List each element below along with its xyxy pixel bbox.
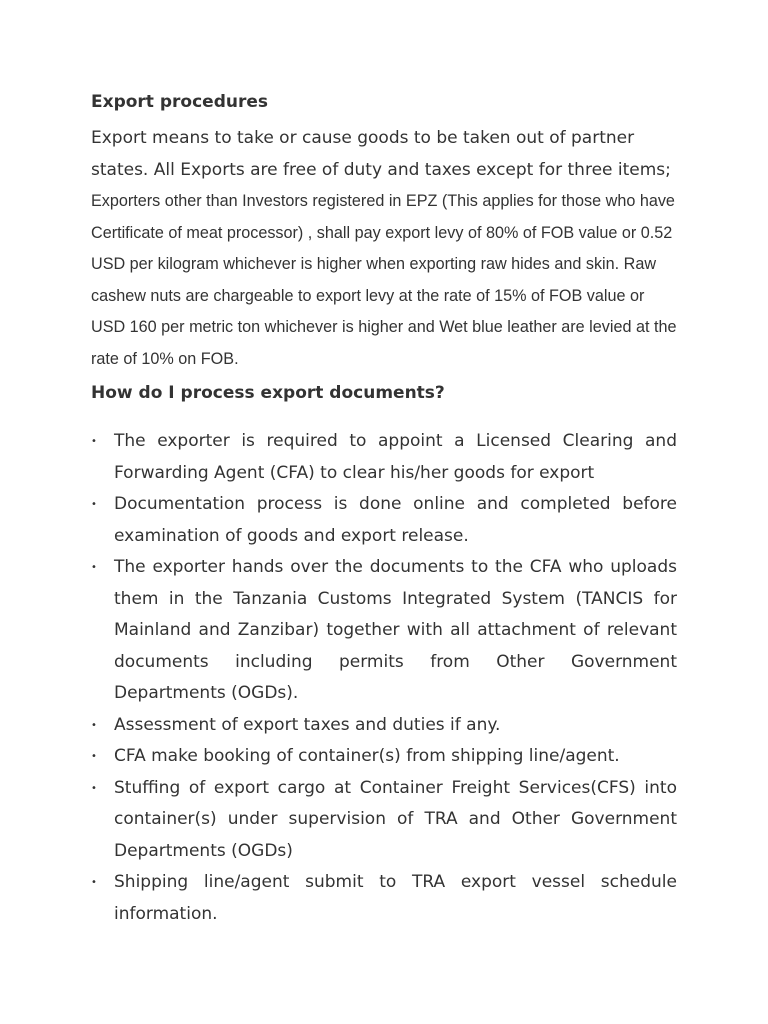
export-steps-list: [91, 426, 677, 930]
bullet-icon: •: [91, 499, 97, 510]
process-documents-heading: How do I process export documents?: [91, 383, 445, 403]
export-procedures-heading: Export procedures: [91, 92, 268, 112]
list-item: [91, 867, 677, 930]
export-intro-text-part2: Exporters other than Investors registered in EPZ (This applies for those who have Certificate of meat processor) , shall pay export levy of 80% of FOB value or 0.52 USD per kilogram whichever is higher when exporting raw hides and skin. Raw cashew nuts are chargeable to export levy at the rate of 15% of FOB value or USD 160 per metric ton whichever is higher and Wet blue leather are levied at the rate of 10% on FOB.: [91, 192, 677, 368]
list-item-text: The exporter is required to appoint a Licensed Clearing and Forwarding Agent (CFA) to clear his/her goods for export: [114, 431, 677, 483]
list-item-text: The exporter hands over the documents to the CFA who uploads them in the Tanzania Customs Integrated System (TANCIS for Mainland and Zanzibar) together with all attachment of relevant documents including permits from Other Government Departments (OGDs).: [114, 557, 677, 703]
list-item-text: Shipping line/agent submit to TRA export vessel schedule information.: [114, 872, 677, 924]
bullet-icon: •: [91, 751, 97, 762]
list-item: [91, 552, 677, 710]
list-item-text: Stuffing of export cargo at Container Freight Services(CFS) into container(s) under supervision of TRA and Other Government Departments (OGDs): [114, 777, 677, 861]
list-item-text: CFA make booking of container(s) from shipping line/agent.: [114, 746, 620, 766]
list-item-text: Documentation process is done online and completed before examination of goods and export release.: [114, 494, 677, 546]
bullet-icon: •: [91, 782, 97, 794]
bullet-icon: •: [91, 562, 97, 573]
list-item-text: Assessment of export taxes and duties if any.: [114, 714, 501, 735]
export-intro-paragraph: [91, 123, 677, 375]
list-item: [91, 773, 677, 868]
bullet-icon: •: [91, 877, 97, 888]
list-item: [91, 741, 677, 773]
list-item: [91, 489, 677, 552]
list-item: [91, 426, 677, 489]
list-item: [91, 710, 677, 742]
export-intro-text-part1: Export means to take or cause goods to be taken out of partner states. All Exports are free of duty and taxes except for three items;: [91, 128, 671, 180]
bullet-icon: •: [91, 436, 97, 447]
bullet-icon: •: [91, 719, 97, 731]
